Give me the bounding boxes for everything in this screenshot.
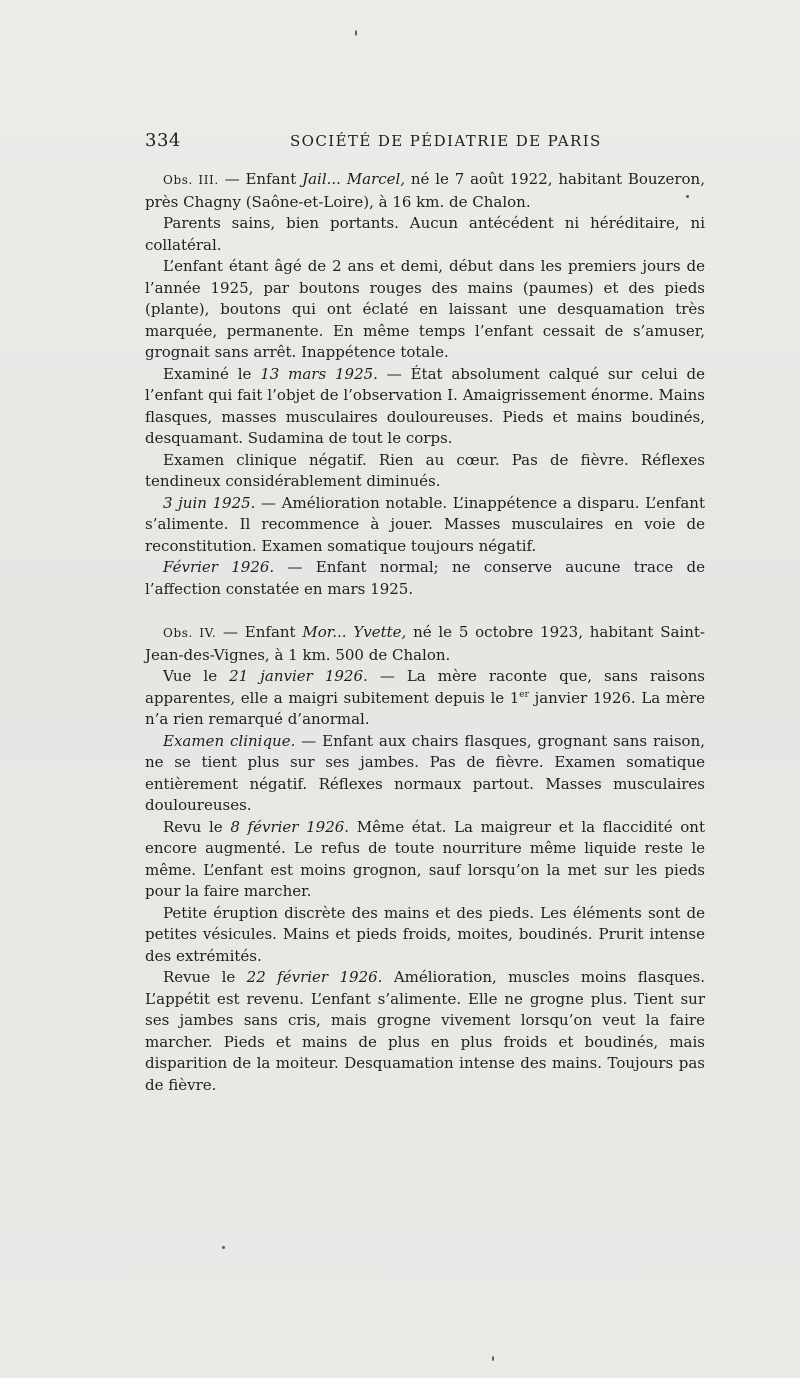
date: 21 janvier 1926. xyxy=(229,667,368,685)
paragraph: 3 juin 1925. — Amélioration notable. L’inappétence a disparu. L’enfant s’alimente. Il recommence à jouer. Masses musculaires en voie de reconstitution. Examen somatique toujours négatif. xyxy=(145,493,705,555)
paragraph: Examen clinique. — Enfant aux chairs flasques, grognant sans raison, ne se tient plus sur ses jambes. Pas de fièvre. Examen somatique entièrement négatif. Réflexes normaux partout. Masses musculaires douloureuses. xyxy=(145,731,706,814)
paragraph: Petite éruption discrète des mains et des pieds. Les éléments sont de petites vésicules. Mains et pieds froids, moites, boudinés. Prurit intense des extrémités. xyxy=(145,903,705,965)
paragraph: L’enfant étant âgé de 2 ans et demi, début dans les premiers jours de l’année 1925, par boutons rouges des mains (paumes) et des pieds (plante), boutons qui ont éclaté en laissant une desquamation très marquée, permanente. En même temps l’enfant cessait de s’amuser, grognait sans arrêt. Inappétence totale. xyxy=(145,257,705,361)
date: 8 février 1926. xyxy=(230,817,350,836)
paragraph: Parents sains, bien portants. Aucun antécédent ni héréditaire, ni collatéral. xyxy=(145,214,705,254)
paragraph: Vue le 21 janvier 1926. — La mère raconte que, sans raisons apparentes, elle a maigri subitement depuis le 1er janvier 1926. La mère n’a rien remarqué d’anormal. xyxy=(145,667,706,728)
print-speck xyxy=(492,1356,494,1361)
date: Février 1926. xyxy=(163,558,275,576)
date: 3 juin 1925. xyxy=(163,493,256,512)
observation-label: Obs. IV. xyxy=(163,626,217,640)
page-header xyxy=(145,130,705,158)
superscript: er xyxy=(519,689,529,700)
paragraph: Revue le 22 février 1926. Amélioration, muscles moins flasques. L’appétit est revenu. L’enfant s’alimente. Elle ne grogne plus. Tient sur ses jambes sans cris, mais grogne vivement lorsqu’on veut la faire marcher. Pieds et mains de plus en plus froids et boudinés, mais disparition de la moiteur. Desquamation intense des mains. Toujours pas de fièvre. xyxy=(145,968,705,1094)
body-text xyxy=(145,169,705,1096)
print-speck xyxy=(355,30,357,36)
patient-name: Mor... Yvette, xyxy=(302,623,407,641)
obs4-heading-paragraph: Obs. IV. — Enfant Mor... Yvette, né le 5 octobre 1923, habitant Saint-Jean-des-Vignes, à 1 km. 500 de Chalon. xyxy=(145,623,705,664)
paragraph: Revu le 8 février 1926. Même état. La maigreur et la flaccidité ont encore augmenté. Le refus de toute nourriture même liquide reste le même. L’enfant est moins grognon, sauf lorsqu’on la met sur les pieds pour la faire marcher. xyxy=(145,817,705,900)
page-number: 334 xyxy=(145,130,181,151)
date: 13 mars 1925. xyxy=(260,364,378,383)
section-lead: Examen clinique. xyxy=(163,731,296,750)
observation-label: Obs. III. xyxy=(163,173,219,187)
paragraph: Examen clinique négatif. Rien au cœur. Pas de fièvre. Réflexes tendineux considérablement diminués. xyxy=(145,450,705,490)
paragraph: Examiné le 13 mars 1925. — État absolument calqué sur celui de l’enfant qui fait l’objet de l’observation I. Amaigrissement énorme. Mains flasques, masses musculaires douloureuses. Pieds et mains boudinés, desquamant. Sudamina de tout le corps. xyxy=(145,364,705,447)
patient-name: Jail... Marcel, xyxy=(302,170,406,188)
date: 22 février 1926. xyxy=(246,968,383,986)
obs3-heading-paragraph: Obs. III. — Enfant Jail... Marcel, né le 7 août 1922, habitant Bouzeron, près Chagny (Saône-et-Loire), à 16 km. de Chalon. xyxy=(145,170,705,211)
paragraph: Février 1926. — Enfant normal; ne conserve aucune trace de l’affection constatée en mars 1925. xyxy=(145,558,705,598)
print-speck xyxy=(222,1246,225,1249)
running-title: SOCIÉTÉ DE PÉDIATRIE DE PARIS xyxy=(290,132,602,150)
